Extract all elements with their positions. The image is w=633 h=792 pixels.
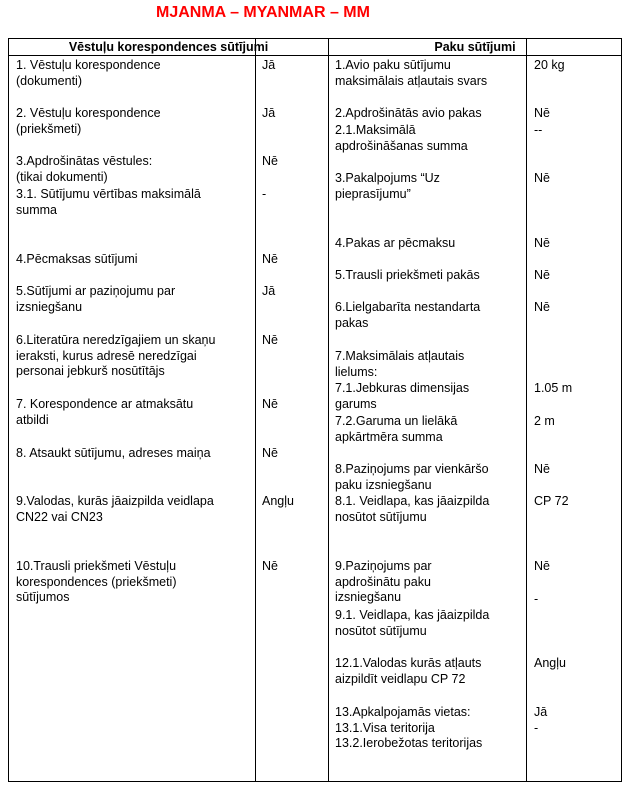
letters-item-label: 8. Atsaukt sūtījumu, adreses maiņa	[16, 446, 211, 460]
parcels-item-label: 8.Paziņojums par vienkāršo paku izsniegšanu	[335, 462, 489, 492]
parcels-item-label: 9.1. Veidlapa, kas jāaizpilda nosūtot sūtījumu	[335, 608, 490, 638]
letters-item-value: Nē	[262, 333, 278, 347]
column-divider-right	[526, 38, 527, 782]
parcels-column-header: Paku sūtījumi	[434, 40, 516, 54]
parcels-item-value: Nē	[534, 171, 550, 185]
letters-item-value: Jā	[262, 106, 276, 120]
letters-item-label: 2. Vēstuļu korespondence (priekšmeti)	[16, 106, 161, 136]
parcels-item-label: 2.1.Maksimālā apdrošināšanas summa	[335, 123, 468, 153]
parcels-item-value: Nē	[534, 106, 550, 120]
letters-item-value: Nē	[262, 446, 278, 460]
parcels-item-value: --	[534, 123, 543, 137]
parcels-item-value: Nē	[534, 559, 550, 573]
letters-item-value: Jā	[262, 58, 276, 72]
letters-item-value: Jā	[262, 284, 276, 298]
parcels-item-label: 7.Maksimālais atļautais lielums:	[335, 349, 465, 379]
letters-column-header: Vēstuļu korespondences sūtījumi	[68, 40, 269, 54]
letters-item-label: 10.Trausli priekšmeti Vēstuļu korespondences (priekšmeti) sūtījumos	[16, 559, 177, 604]
parcels-item-value: Nē	[534, 462, 550, 476]
parcels-item-value: Jā -	[534, 705, 548, 735]
parcels-item-label: 13.Apkalpojamās vietas: 13.1.Visa teritorija 13.2.Ierobežotas teritorijas	[335, 705, 483, 750]
letters-item-value: Nē	[262, 154, 278, 168]
letters-item-label: 5.Sūtījumi ar paziņojumu par izsniegšanu	[16, 284, 176, 314]
parcels-item-value: Angļu	[534, 656, 566, 670]
parcels-item-value: 1.05 m	[534, 381, 573, 395]
letters-item-label: 6.Literatūra neredzīgajiem un skaņu ieraksti, kurus adresē neredzīgai personai jebkurš nosūtītājs	[16, 333, 216, 378]
letters-item-value: Angļu	[262, 494, 294, 508]
letters-item-label: 7. Korespondence ar atmaksātu atbildi	[16, 397, 194, 427]
parcels-item-value: CP 72	[534, 494, 569, 508]
parcels-item-value: Nē	[534, 300, 550, 314]
parcels-item-value: 20 kg	[534, 58, 565, 72]
letters-item-label: 1. Vēstuļu korespondence (dokumenti)	[16, 58, 161, 88]
parcels-item-label: 7.2.Garuma un lielākā apkārtmēra summa	[335, 414, 458, 444]
column-divider-left	[255, 38, 256, 782]
parcels-item-value: Nē	[534, 268, 550, 282]
parcels-item-value: 2 m	[534, 414, 555, 428]
letters-item-label: 4.Pēcmaksas sūtījumi	[16, 252, 138, 266]
parcels-item-label: 4.Pakas ar pēcmaksu	[335, 236, 456, 250]
parcels-item-label: 5.Trausli priekšmeti pakās	[335, 268, 480, 282]
parcels-item-value: Nē	[534, 236, 550, 250]
letters-item-label: 9.Valodas, kurās jāaizpilda veidlapa CN22 vai CN23	[16, 494, 214, 524]
parcels-item-label: 3.Pakalpojums “Uz pieprasījumu”	[335, 171, 440, 201]
parcels-item-label: 6.Lielgabarīta nestandarta pakas	[335, 300, 481, 330]
letters-item-value: Nē	[262, 397, 278, 411]
parcels-item-label: 2.Apdrošinātās avio pakas	[335, 106, 482, 120]
column-divider-middle	[328, 38, 329, 782]
parcels-item-value: -	[534, 592, 539, 606]
parcels-item-label: 8.1. Veidlapa, kas jāaizpilda nosūtot sūtījumu	[335, 494, 490, 524]
parcels-item-label: 7.1.Jebkuras dimensijas garums	[335, 381, 470, 411]
page-title: MJANMA – MYANMAR – MM	[156, 4, 370, 21]
letters-item-value: Nē	[262, 252, 278, 266]
parcels-item-label: 1.Avio paku sūtījumu maksimālais atļautais svars	[335, 58, 488, 88]
parcels-item-label: 9.Paziņojums par apdrošinātu paku izsniegšanu	[335, 559, 432, 604]
letters-item-label: 3.Apdrošinātas vēstules: (tikai dokumenti)	[16, 154, 153, 184]
letters-item-label: 3.1. Sūtījumu vērtības maksimālā summa	[16, 187, 201, 217]
header-divider	[8, 55, 622, 56]
parcels-item-label: 12.1.Valodas kurās atļauts aizpildīt veidlapu CP 72	[335, 656, 482, 686]
letters-item-value: Nē	[262, 559, 278, 573]
letters-item-value: -	[262, 187, 267, 201]
